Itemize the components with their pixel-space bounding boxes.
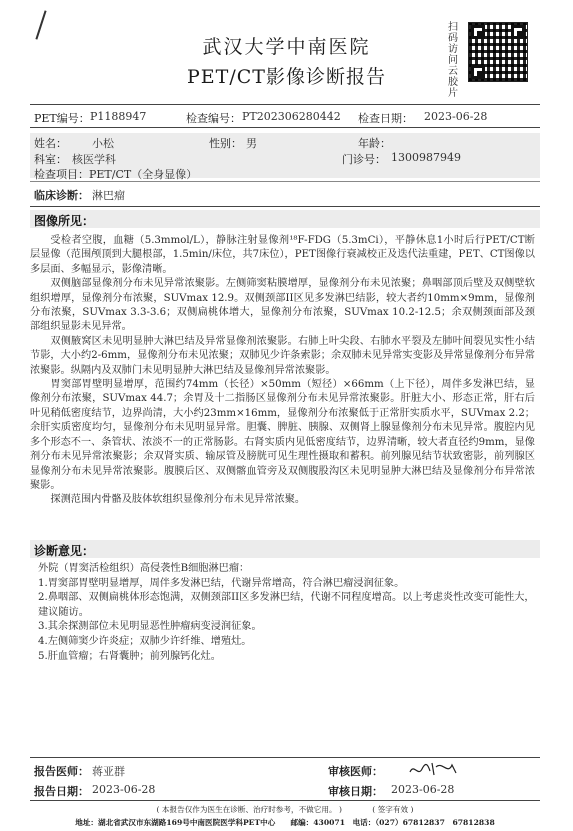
findings-heading: 图像所见： bbox=[34, 214, 95, 228]
reviewer-label: 审核医师： bbox=[328, 765, 383, 778]
footer-divider bbox=[30, 800, 540, 801]
department-value: 核医学科 bbox=[72, 153, 116, 166]
clinical-diagnosis-label: 临床诊断： bbox=[34, 189, 89, 202]
department-label: 科室： bbox=[34, 153, 67, 166]
clinical-diagnosis-value: 淋巴瘤 bbox=[92, 189, 125, 202]
diagnosis-heading-bar bbox=[30, 540, 540, 558]
qr-finder-icon bbox=[471, 25, 485, 39]
diagnosis-item: 1.胃窦部胃壁明显增厚，周伴多发淋巴结，代谢异常增高，符合淋巴瘤浸润征象。 bbox=[38, 577, 405, 589]
review-date-label: 审核日期： bbox=[328, 785, 383, 798]
pet-number-value: P1188947 bbox=[90, 110, 147, 123]
name-label: 姓名： bbox=[34, 137, 67, 150]
pet-number-label: PET编号： bbox=[34, 112, 90, 125]
footer-address: 地址：湖北省武汉市东湖路169号中南医院医学科PET中心 邮编：430071 电话：（027）67812837 67812838 bbox=[75, 818, 495, 827]
report-date-label: 报告日期： bbox=[34, 785, 89, 798]
findings-body bbox=[30, 234, 535, 508]
sex-label: 性别： bbox=[209, 137, 242, 150]
exam-number-label: 检查编号： bbox=[186, 112, 241, 125]
findings-paragraph: 双侧脑部显像剂分布未见异常浓聚影。左侧筛窦粘膜增厚，显像剂分布未见浓聚；鼻咽部顶后壁及双侧壁软组织增厚，显像剂分布浓聚，SUVmax 12.9。双侧颈部II区见多发淋巴结影，较大者约10mm×9mm，显像剂分布浓聚，SUVmax 3.3-3.6；双侧扁桃体增大，显像剂分布浓聚，SUVmax 10.2-12.5；余双侧颈面部及颈部组织显影未见异常。 bbox=[30, 278, 535, 333]
exam-number-value: PT202306280442 bbox=[242, 110, 341, 123]
age-label: 年龄： bbox=[358, 137, 391, 150]
exam-date-label: 检查日期： bbox=[358, 112, 413, 125]
name-value: 小松 bbox=[92, 137, 114, 150]
reporter-label: 报告医师： bbox=[34, 765, 89, 778]
diagnosis-item: 2.鼻咽部、双侧扁桃体形态饱满，双侧颈部II区多发淋巴结，代谢不同程度增高。以上考虑炎性改变可能性大，建议随访。 bbox=[38, 592, 535, 618]
findings-paragraph: 胃窦部胃壁明显增厚，范围约74mm（长径）×50mm（短径）×66mm（上下径），周伴多发淋巴结，显像剂分布浓聚，SUVmax 44.7；余胃及十二指肠区显像剂分布未见异常浓聚影。肝脏大小、形态正常，肝右后叶见稍低密度结节，边界尚清，大小约23mm×16mm，显像剂分布浓聚低于正常肝实质水平，SUVmax 2.2；余肝实质密度均匀，显像剂分布未见明显异常。胆囊、脾脏、胰腺、双侧肾上腺显像剂分布未见异常。腹腔内见多个形态不一、条管状、浓淡不一的正常肠影。右肾实质内见低密度结节，边界清晰，较大者直径约9mm，显像剂分布未见异常浓聚影；余双肾实质、输尿管及膀胱可见生理性摄取和蓄积。前列腺见结节状致密影，前列腺区显像剂分布未见异常浓聚影。腹膜后区、双侧髂血管旁及双侧腹股沟区未见明显肿大淋巴结及显像剂分布异常浓聚影。 bbox=[30, 379, 535, 491]
diagnosis-item: 4.左侧筛窦少许炎症；双肺少许纤维、增殖灶。 bbox=[38, 635, 252, 647]
findings-paragraph: 受检者空腹，血糖（5.3mmol/L），静脉注射显像剂¹⁸F-FDG（5.3mCi），平静休息1小时后行PET/CT断层显像（范围颅顶到大腿根部，1.5min/床位，共7床位），PET图像行衰减校正及迭代法重建，PET、CT图像以多层面、多幅显示，影像清晰。 bbox=[30, 235, 535, 275]
top-divider bbox=[30, 104, 540, 105]
findings-heading-bar bbox=[30, 210, 540, 228]
clinic-number-value: 1300987949 bbox=[391, 151, 461, 164]
qr-finder-icon bbox=[471, 65, 485, 79]
diagnosis-item: 外院（胃窦活检组织）高侵袭性B细胞淋巴瘤： bbox=[38, 563, 250, 574]
diagnosis-item: 3.其余探测部位未见明显恶性肿瘤病变浸润征象。 bbox=[38, 621, 262, 633]
clinical-divider bbox=[30, 206, 540, 207]
hospital-name: 武汉大学中南医院 bbox=[202, 36, 371, 58]
signoff-divider bbox=[30, 757, 540, 758]
diagnosis-heading: 诊断意见： bbox=[34, 544, 95, 558]
clinic-number-label: 门诊号： bbox=[342, 153, 386, 166]
report-title: PET/CT影像诊断报告 bbox=[187, 66, 386, 88]
footer-note: ( 本报告仅作为医生在诊断、治疗时参考，不做它用。 ) ( 签字有效 ) bbox=[156, 805, 414, 814]
reviewer-signature-icon bbox=[408, 759, 460, 779]
findings-paragraph: 双侧腋窝区未见明显肿大淋巴结及异常显像剂浓聚影。右肺上叶尖段、右肺水平裂及左肺叶间裂见实性小结节影，大小约2-6mm，显像剂分布未见浓聚；双肺见少许条索影；余双肺未见异常实变影及异常显像剂分布异常浓聚影。纵隔内及双肺门未见明显肿大淋巴结及显像剂异常浓聚影。 bbox=[30, 335, 535, 376]
review-date-value: 2023-06-28 bbox=[391, 783, 455, 796]
qr-finder-icon bbox=[511, 25, 525, 39]
id-divider bbox=[30, 127, 540, 128]
exam-item-value: PET/CT（全身显像） bbox=[89, 168, 198, 181]
diagnosis-item: 5.肝血管瘤；右肾囊肿；前列腺钙化灶。 bbox=[38, 650, 221, 662]
qr-caption: 扫码访问云胶片 bbox=[448, 22, 458, 99]
qr-code-icon[interactable] bbox=[468, 22, 528, 82]
exam-date-value: 2023-06-28 bbox=[424, 110, 488, 123]
diagnosis-list bbox=[30, 562, 535, 664]
patient-divider bbox=[30, 181, 540, 182]
findings-paragraph: 探测范围内骨骼及肢体软组织显像剂分布未见异常浓聚。 bbox=[50, 494, 306, 506]
report-date-value: 2023-06-28 bbox=[92, 783, 156, 796]
exam-item-label: 检查项目： bbox=[34, 168, 89, 181]
sex-value: 男 bbox=[246, 137, 257, 150]
reporter-value: 蒋亚群 bbox=[92, 765, 125, 778]
